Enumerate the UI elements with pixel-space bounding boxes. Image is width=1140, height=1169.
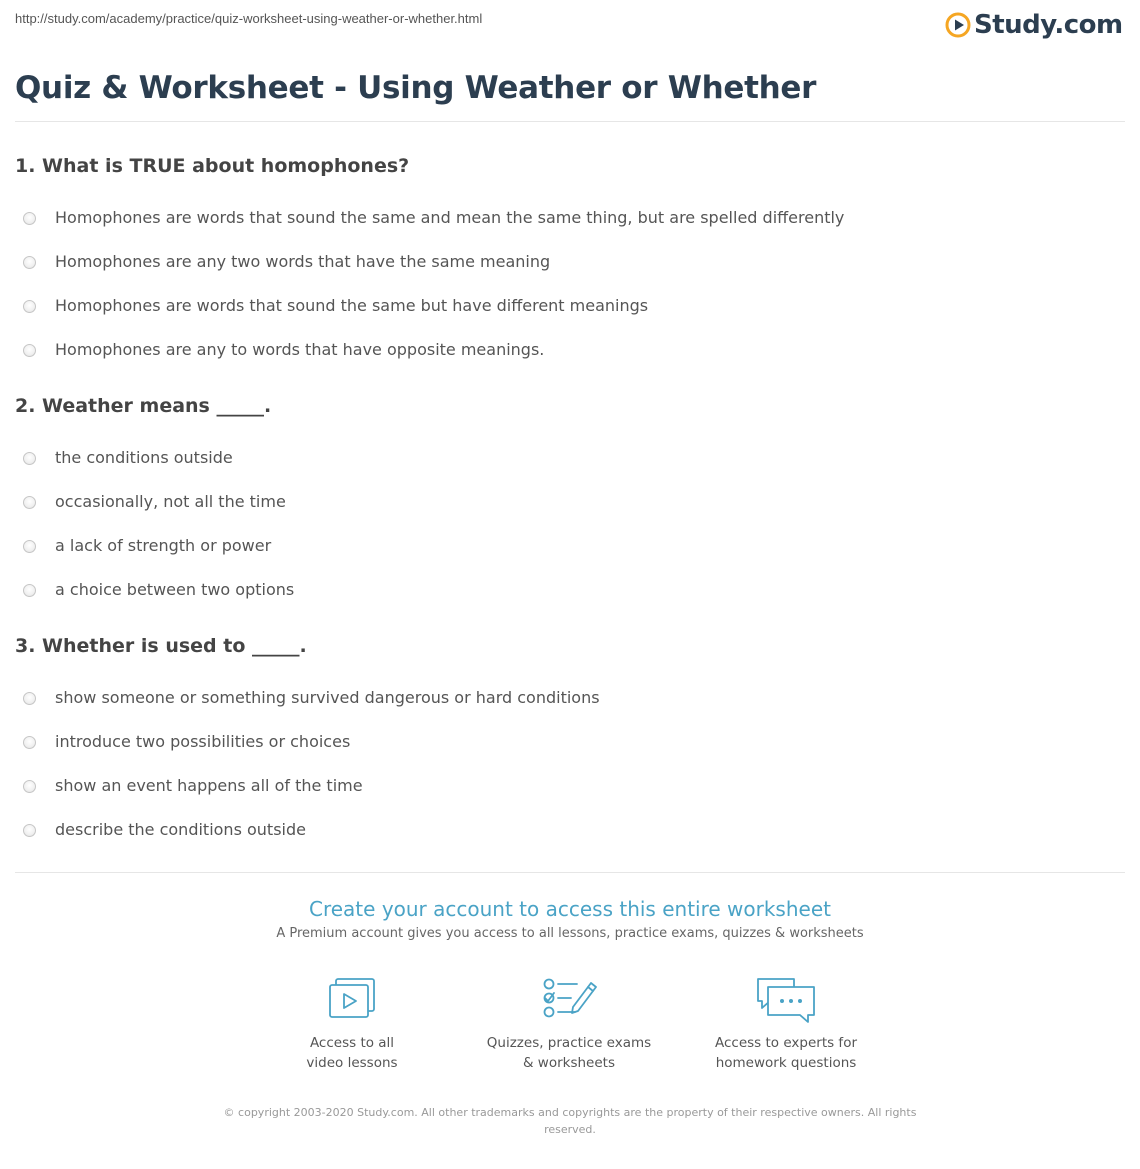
cta-title-link[interactable]: Create your account to access this entire worksheet (309, 897, 831, 921)
feature-video-lessons (252, 975, 452, 1073)
video-lessons-icon (326, 975, 378, 1021)
option-label: Homophones are any to words that have opposite meanings. (55, 340, 545, 359)
copyright-line1: © copyright 2003-2020 Study.com. All other trademarks and copyrights are the property of their respective owners. All rights (223, 1106, 917, 1119)
feature-label-line2: video lessons (306, 1055, 398, 1071)
option-label: Homophones are any two words that have the same meaning (55, 252, 551, 271)
question-text: 2. Weather means _____. (15, 395, 272, 417)
feature-label-line1: Quizzes, practice exams (486, 1035, 652, 1051)
feature-label-line1: Access to all (309, 1035, 395, 1051)
page-url: http://study.com/academy/practice/quiz-worksheet-using-weather-or-whether.html (15, 11, 483, 26)
cta-subtitle: A Premium account gives you access to all lessons, practice exams, quizzes & worksheets (276, 926, 864, 941)
option-label: Homophones are words that sound the same and mean the same thing, but are spelled differently (55, 208, 845, 227)
option-list (15, 436, 1115, 612)
study-logo[interactable] (945, 8, 1123, 42)
answer-option[interactable] (15, 764, 1115, 808)
radio-button[interactable] (23, 452, 36, 465)
option-label: show an event happens all of the time (55, 776, 363, 795)
radio-button[interactable] (23, 212, 36, 225)
answer-option[interactable] (15, 524, 1115, 568)
question-1 (15, 152, 1115, 372)
answer-option[interactable] (15, 568, 1115, 612)
radio-button[interactable] (23, 300, 36, 313)
logo-text: Study.com (974, 10, 1123, 40)
question-2 (15, 392, 1115, 612)
play-logo-icon (945, 12, 971, 38)
feature-label-line1: Access to experts for (714, 1035, 857, 1051)
option-label: show someone or something survived dangerous or hard conditions (55, 688, 600, 707)
copyright-line2: reserved. (544, 1123, 596, 1136)
answer-option[interactable] (15, 676, 1115, 720)
answer-option[interactable] (15, 436, 1115, 480)
feature-experts (686, 975, 886, 1073)
radio-button[interactable] (23, 584, 36, 597)
cta-divider (15, 872, 1125, 873)
question-text: 3. Whether is used to _____. (15, 635, 307, 657)
answer-option[interactable] (15, 480, 1115, 524)
answer-option[interactable] (15, 808, 1115, 852)
option-label: introduce two possibilities or choices (55, 732, 351, 751)
option-list (15, 676, 1115, 852)
option-list (15, 196, 1115, 372)
option-label: occasionally, not all the time (55, 492, 286, 511)
quiz-checklist-icon (541, 975, 597, 1021)
radio-button[interactable] (23, 256, 36, 269)
question-text: 1. What is TRUE about homophones? (15, 155, 410, 177)
signup-cta (0, 895, 1140, 941)
radio-button[interactable] (23, 496, 36, 509)
option-label: the conditions outside (55, 448, 233, 467)
page-title: Quiz & Worksheet - Using Weather or Whether (15, 70, 817, 106)
option-label: a lack of strength or power (55, 536, 272, 555)
feature-label-line2: & worksheets (522, 1055, 615, 1071)
radio-button[interactable] (23, 780, 36, 793)
feature-label-line2: homework questions (715, 1055, 857, 1071)
answer-option[interactable] (15, 284, 1115, 328)
radio-button[interactable] (23, 736, 36, 749)
radio-button[interactable] (23, 540, 36, 553)
answer-option[interactable] (15, 328, 1115, 372)
radio-button[interactable] (23, 344, 36, 357)
option-label: Homophones are words that sound the same but have different meanings (55, 296, 649, 315)
question-3 (15, 632, 1115, 852)
features-row (0, 975, 1140, 1075)
answer-option[interactable] (15, 196, 1115, 240)
title-divider (15, 121, 1125, 122)
answer-option[interactable] (15, 240, 1115, 284)
copyright-footer (0, 1104, 1140, 1138)
option-label: describe the conditions outside (55, 820, 306, 839)
chat-bubbles-icon (754, 975, 818, 1025)
feature-quizzes (469, 975, 669, 1073)
option-label: a choice between two options (55, 580, 295, 599)
radio-button[interactable] (23, 824, 36, 837)
radio-button[interactable] (23, 692, 36, 705)
answer-option[interactable] (15, 720, 1115, 764)
